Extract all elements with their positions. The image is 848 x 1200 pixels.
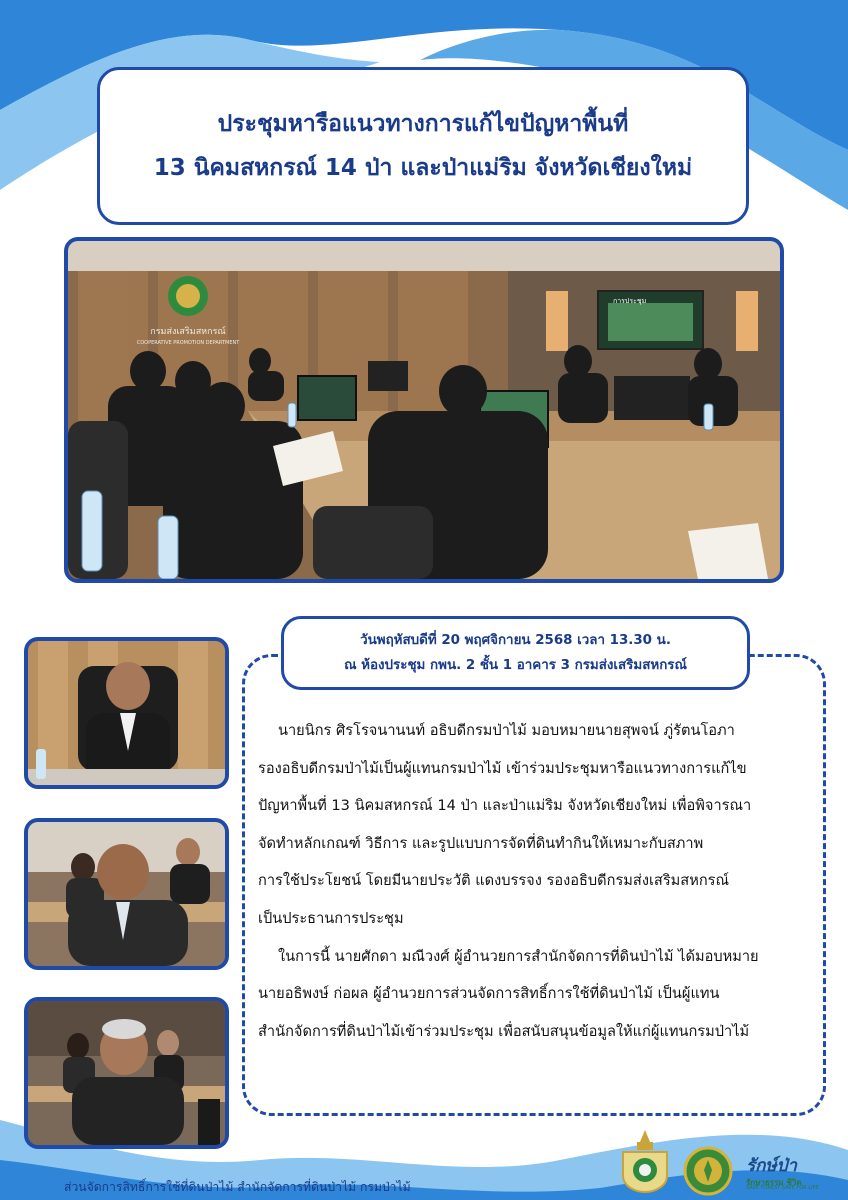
footer-text: ส่วนจัดการสิทธิ์การใช้ที่ดินป่าไม้ สำนักจัดการที่ดินป่าไม้ กรมป่าไม้ — [64, 1180, 411, 1194]
body-line: สำนักจัดการที่ดินป่าไม้เข้าร่วมประชุม เพื่อสนับสนุนข้อมูลให้แก่ผู้แทนกรมป่าไม้ — [258, 1022, 750, 1040]
body-line: จัดทำหลักเกณฑ์ วิธีการ และรูปแบบการจัดที่ดินทำกินให้เหมาะกับสภาพ — [258, 834, 704, 852]
side-photo-3 — [24, 997, 229, 1149]
rak-pa-logo — [742, 1152, 832, 1192]
body-line: นายนิกร ศิรโรจนานนท์ อธิบดีกรมป่าไม้ มอบหมายนายสุพจน์ ภู่รัตนโอภา — [278, 722, 735, 739]
room-sign-subtext: COOPERATIVE PROMOTION DEPARTMENT — [136, 340, 240, 346]
body-line: นายอธิพงษ์ ก่อผล ผู้อำนวยการส่วนจัดการสิทธิ์การใช้ที่ดินป่าไม้ เป็นผู้แทน — [258, 985, 720, 1003]
page-title-line-1: ประชุมหารือแนวทางการแก้ไขปัญหาพื้นที่ — [217, 111, 629, 137]
side-photo-1 — [24, 637, 229, 789]
page-title-line-2: 13 นิคมสหกรณ์ 14 ป่า และป่าแม่ริม จังหวัดเชียงใหม่ — [153, 155, 693, 181]
event-venue: ณ ห้องประชุม กพน. 2 ชั้น 1 อาคาร 3 กรมส่งเสริมสหกรณ์ — [344, 658, 687, 673]
body-line: ในการนี้ นายศักดา มณีวงศ์ ผู้อำนวยการสำนักจัดการที่ดินป่าไม้ ได้มอบหมาย — [278, 947, 759, 965]
royal-emblem-logo — [683, 1146, 733, 1196]
body-line: ปัญหาพื้นที่ 13 นิคมสหกรณ์ 14 ป่า และป่าแม่ริม จังหวัดเชียงใหม่ เพื่อพิจารณา — [258, 797, 752, 815]
screen-title: การประชุม — [613, 297, 647, 305]
rak-pa-title: รักษ์ป่า — [746, 1156, 797, 1176]
side-photo-2 — [24, 818, 229, 970]
main-meeting-photo — [64, 237, 784, 583]
event-date: วันพฤหัสบดีที่ 20 พฤศจิกายน 2568 เวลา 13.30 น. — [360, 633, 671, 648]
body-line: รองอธิบดีกรมป่าไม้เป็นผู้แทนกรมป่าไม้ เข้าร่วมประชุมหารือแนวทางการแก้ไข — [258, 759, 747, 777]
title-card — [97, 67, 749, 225]
rak-pa-tagline: SAVE FOREST SAVE FOR LIFE — [746, 1185, 819, 1191]
body-line: การใช้ประโยชน์ โดยมีนายประวัติ แดงบรรจง รองอธิบดีกรมส่งเสริมสหกรณ์ — [258, 872, 730, 890]
rak-pa-subtitle: รักษาธรรม ชีวิต — [746, 1178, 802, 1187]
body-line: เป็นประธานการประชุม — [258, 909, 404, 927]
body-text — [258, 712, 818, 1050]
event-date-pill — [281, 616, 750, 690]
room-sign-text: กรมส่งเสริมสหกรณ์ — [150, 327, 226, 337]
forest-department-logo — [617, 1128, 673, 1194]
